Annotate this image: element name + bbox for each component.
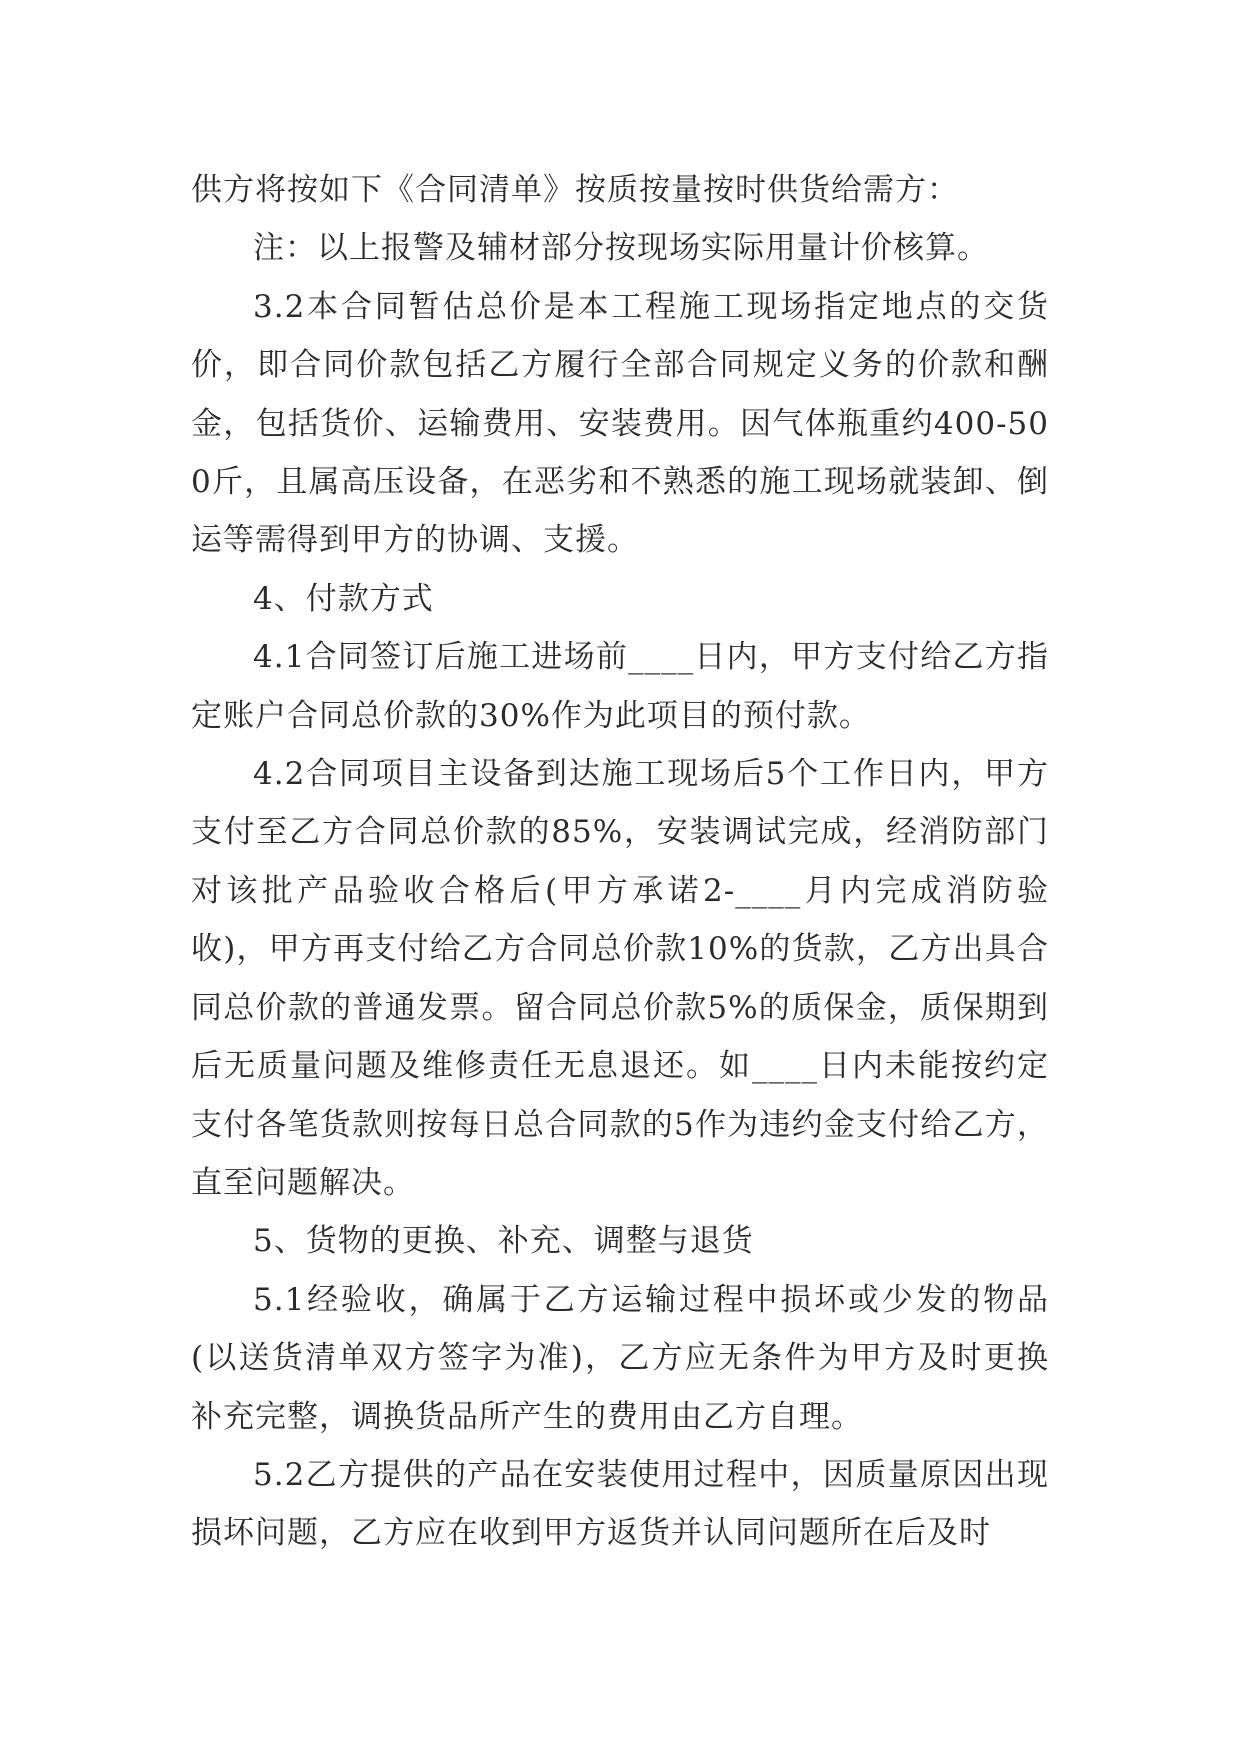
section-heading-payment: 4、付款方式: [253, 580, 434, 617]
paragraph-clause-3-2: 3.2本合同暂估总价是本工程施工现场指定地点的交货价，即合同价款包括乙方履行全部合同规定义务的价款和酬金，包括货价、运输费用、安装费用。因气体瓶重约400-500斤，且属高压设备，在恶劣和不熟悉的施工现场就装卸、倒运等需得到甲方的协调、支援。: [191, 288, 1049, 559]
paragraph-supply-statement: 供方将按如下《合同清单》按质按量按时供货给需方：: [191, 172, 959, 208]
paragraph-clause-5-1: 5.1经验收，确属于乙方运输过程中损坏或少发的物品(以送货清单双方签字为准)，乙方应无条件为甲方及时更换补充完整，调换货品所产生的费用由乙方自理。: [191, 1281, 1049, 1435]
paragraph-note: 注：以上报警及辅材部分按现场实际用量计价核算。: [253, 230, 989, 267]
paragraph-clause-5-2: 5.2乙方提供的产品在安装使用过程中，因质量原因出现损坏问题，乙方应在收到甲方返货并认同问题所在后及时: [191, 1456, 1049, 1552]
section-heading-replacement: 5、货物的更换、补充、调整与退货: [253, 1223, 754, 1260]
paragraph-clause-4-1: 4.1合同签订后施工进场前____日内，甲方支付给乙方指定账户合同总价款的30%作为此项目的预付款。: [191, 639, 1049, 734]
document-body: [191, 161, 1049, 1563]
paragraph-clause-4-2: 4.2合同项目主设备到达施工现场后5个工作日内，甲方支付至乙方合同总价款的85%，安装调试完成，经消防部门对该批产品验收合格后(甲方承诺2-____月内完成消防验收)，甲方再支付给乙方合同总价款10%的货款，乙方出具合同总价款的普通发票。留合同总价款5%的质保金，质保期到后无质量问题及维修责任无息退还。如____日内未能按约定支付各笔货款则按每日总合同款的5作为违约金支付给乙方，直至问题解决。: [191, 756, 1049, 1201]
